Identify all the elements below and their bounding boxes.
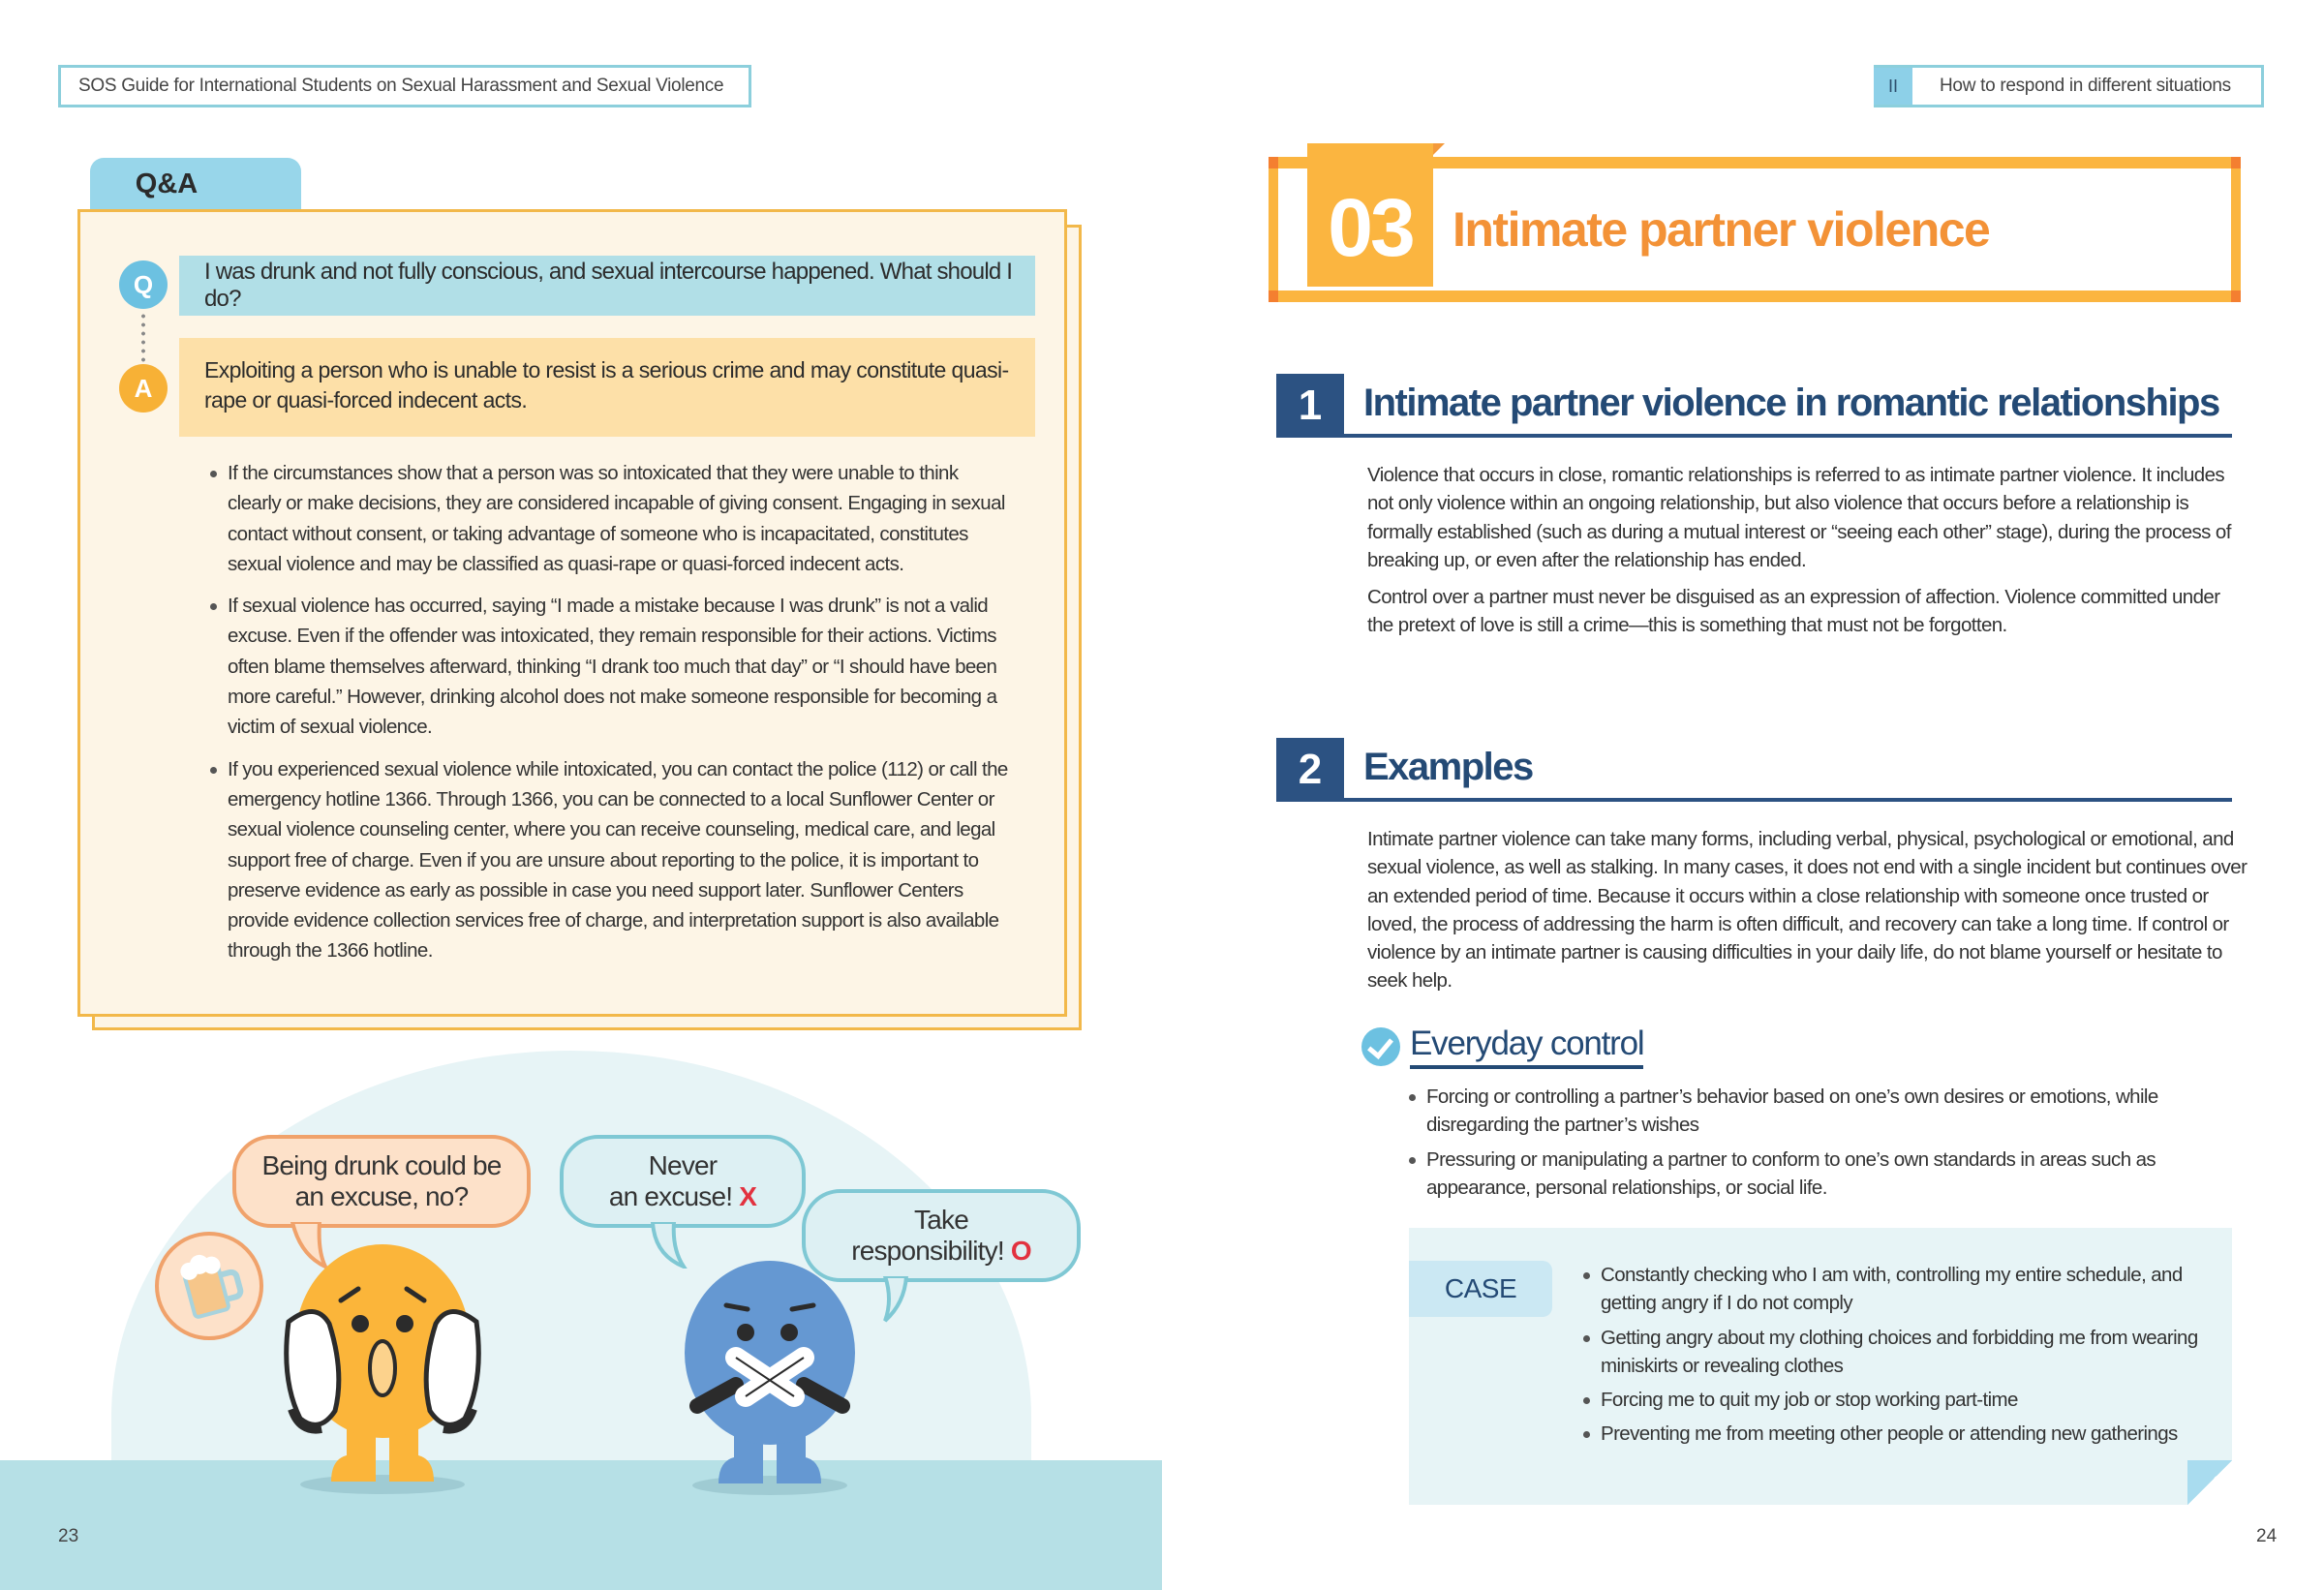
qa-tab: Q&A <box>90 158 301 210</box>
case-item: Preventing me from meeting other people or attending new gatherings <box>1583 1420 2203 1448</box>
list-item: Forcing or controlling a partner’s behavior based on one’s own desires or emotions, while disregarding the partner’s wishes <box>1409 1083 2184 1140</box>
frame-corner <box>1269 290 1278 302</box>
running-header-section <box>1874 65 2264 107</box>
running-header-guide-title: SOS Guide for International Students on Sexual Harassment and Sexual Violence <box>58 65 751 107</box>
corner-fold <box>1433 143 1445 155</box>
subheading-everyday-control: Everyday control <box>1361 1024 1643 1069</box>
section-title: Examples <box>1363 746 1533 788</box>
speech-bubble-take-responsibility: Take responsibility! O <box>802 1189 1081 1282</box>
speech-bubble-drunk-excuse: Being drunk could be an excuse, no? <box>232 1135 531 1228</box>
answer-text: Exploiting a person who is unable to resist is a serious crime and may constitute quasi-rape or quasi-forced indecent acts. <box>179 338 1035 437</box>
speech-bubble-tail <box>881 1276 920 1323</box>
section-heading-2 <box>1276 738 2232 802</box>
case-box <box>1409 1228 2232 1505</box>
case-item: Constantly checking who I am with, controlling my entire schedule, and getting angry if I do not comply <box>1583 1261 2203 1318</box>
x-mark-icon: X <box>739 1181 757 1211</box>
section1-paragraph: Violence that occurs in close, romantic relationships is referred to as intimate partner violence. It includes not only violence within an ongoing relationship, but also violence that occurs before a relationship is formally established (such as during a mutual interest or “seeing each other” stage), during the process of breaking up, or even after the relationship has ended. <box>1367 464 2231 571</box>
chapter-number: 03 <box>1307 143 1433 287</box>
frame-corner <box>1269 157 1278 168</box>
blue-crossed-arms-character <box>668 1261 872 1498</box>
section-title: How to respond in different situations <box>1940 76 2231 96</box>
page-curl-corner <box>2187 1460 2232 1505</box>
section2-paragraph: Intimate partner violence can take many forms, including verbal, physical, psychological or emotional, and sexual violence, as well as stalking. In many cases, it does not end with a single incident but continues over an extended period of time. Because it occurs within a close relationship with someone once trusted or loved, the process of addressing the harm is often difficult, and recovery can take a long time. If control or violence by an intimate partner is causing difficulties in your daily life, do not blame yourself or hesitate to seek help. <box>1367 828 2248 993</box>
case-item: Forcing me to quit my job or stop working part-time <box>1583 1386 2203 1414</box>
section-heading-1 <box>1276 374 2232 438</box>
question-badge-icon: Q <box>119 260 168 309</box>
section-number: 2 <box>1276 738 1344 802</box>
section-title: Intimate partner violence in romantic relationships <box>1363 382 2219 424</box>
page-number: 23 <box>58 1526 79 1546</box>
qa-bullet-item: If the circumstances show that a person was so intoxicated that they were unable to think clearly or make decisions, they are considered incapable of giving consent. Engaging in sexual contact without consent, or taking advantage of someone who is incapacitated, constitutes sexual violence and may be classified as quasi-rape or quasi-forced indecent acts. <box>208 458 1012 579</box>
section-number: 1 <box>1276 374 1344 438</box>
qa-box <box>77 209 1067 1017</box>
case-label: CASE <box>1409 1261 1552 1317</box>
qa-bullet-item: If sexual violence has occurred, saying “I made a mistake because I was drunk” is not a valid excuse. Even if the offender was intoxicated, they remain responsible for their actions. Victims often blame themselves afterward, thinking “I drank too much that day” or “I should have been more careful.” However, drinking alcohol does not make someone responsible for becoming a victim of sexual violence. <box>208 591 1012 742</box>
case-item: Getting angry about my clothing choices and forbidding me from wearing miniskirts or revealing clothes <box>1583 1324 2203 1381</box>
beer-mug-icon <box>159 1236 260 1336</box>
question-text: I was drunk and not fully conscious, and sexual intercourse happened. What should I do? <box>179 256 1035 316</box>
frame-corner <box>2231 157 2241 168</box>
qa-bullet-item: If you experienced sexual violence while intoxicated, you can contact the police (112) or call the emergency hotline 1366. Through 1366, you can be connected to a local Sunflower Center or sexual violence counseling center, where you can receive counseling, medical care, and legal support free of charge. Even if you are unsure about reporting to the police, it is important to preserve evidence as early as possible in case you need support later. Sunflower Centers provide evidence collection services free of charge, and interpretation support is also available through the 1366 hotline. <box>208 754 1012 966</box>
illustration-floor <box>0 1460 1162 1590</box>
o-mark-icon: O <box>1010 1236 1031 1266</box>
dotted-connector <box>141 312 145 362</box>
answer-badge-icon: A <box>119 364 168 413</box>
page-number: 24 <box>2256 1526 2278 1546</box>
checkmark-icon <box>1361 1027 1400 1066</box>
list-item: Pressuring or manipulating a partner to conform to one’s own standards in areas such as appearance, personal relationships, or social life. <box>1409 1146 2184 1203</box>
section1-paragraph: Control over a partner must never be disguised as an expression of affection. Violence committed under the pretext of love is still a crime—this is something that must not be forgotten. <box>1367 586 2220 637</box>
beer-thought-bubble <box>155 1232 263 1340</box>
frame-corner <box>2231 290 2241 302</box>
right-page <box>1162 0 2324 1590</box>
case-list <box>1583 1261 2203 1454</box>
section-roman-numeral: II <box>1874 68 1912 105</box>
speech-bubble-never-excuse: Never an excuse! X <box>560 1135 806 1228</box>
chapter-title: Intimate partner violence <box>1452 202 1990 257</box>
yellow-shocked-character <box>271 1244 494 1496</box>
everyday-control-list <box>1409 1083 2184 1208</box>
qa-bullet-list <box>208 458 1012 978</box>
